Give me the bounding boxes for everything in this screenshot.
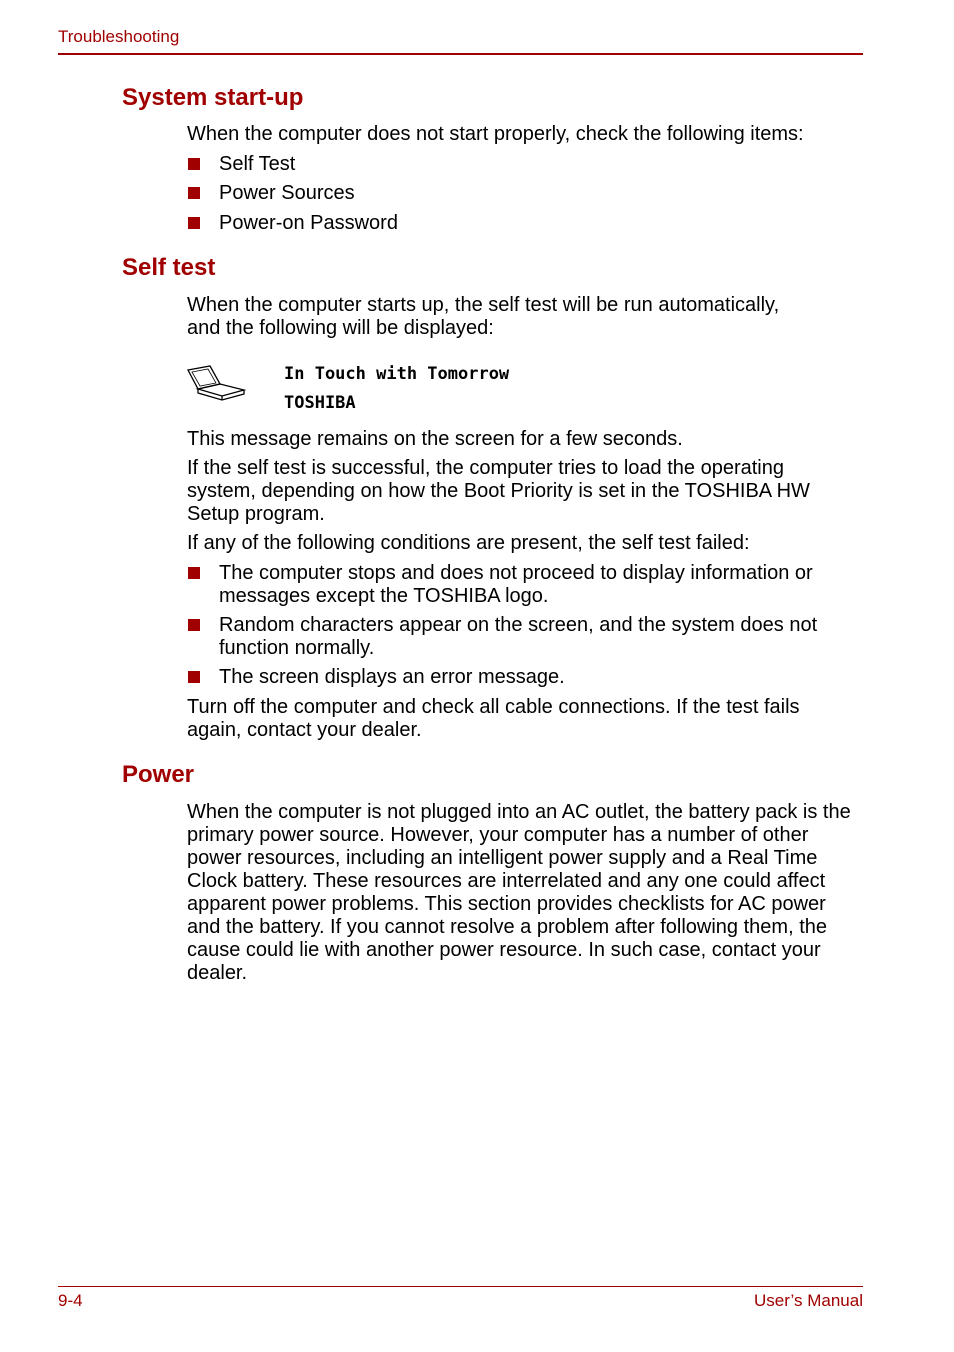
bullet-square-icon: [188, 158, 200, 170]
page-number: 9-4: [58, 1291, 83, 1310]
list-item-text: The computer stops and does not proceed to display information or messages except the TOSHIBA logo.: [219, 562, 813, 607]
selftest-intro: When the computer starts up, the self test will be run automatically, and the following will be displayed:: [187, 294, 780, 339]
list-item-text: Power Sources: [219, 182, 355, 204]
selftest-success: If the self test is successful, the computer tries to load the operating system, depending on how the Boot Priority is set in the TOSHIBA HW Setup program.: [187, 457, 810, 525]
heading-system-startup: System start-up: [122, 84, 304, 111]
bullet-square-icon: [188, 567, 200, 579]
selftest-conditions: If any of the following conditions are present, the self test failed:: [187, 532, 750, 554]
heading-power: Power: [122, 761, 195, 788]
running-header: Troubleshooting: [58, 27, 180, 46]
list-item-text: Random characters appear on the screen, and the system does not function normally.: [219, 614, 818, 659]
header-rule: [58, 53, 863, 55]
bullet-square-icon: [188, 619, 200, 631]
laptop-icon: [186, 362, 246, 404]
boot-message-line-1: In Touch with Tomorrow: [284, 364, 510, 384]
bullet-square-icon: [188, 671, 200, 683]
manual-title: User’s Manual: [754, 1291, 863, 1310]
startup-intro: When the computer does not start properly, check the following items:: [187, 123, 804, 145]
footer-rule: [58, 1286, 863, 1287]
list-item-text: Self Test: [219, 153, 296, 175]
selftest-turnoff: Turn off the computer and check all cable connections. If the test fails again, contact your dealer.: [187, 696, 800, 741]
bullet-square-icon: [188, 187, 200, 199]
power-body: When the computer is not plugged into an AC outlet, the battery pack is the primary power source. However, your computer has a number of other power resources, including an intelligent power supply and a Real Time Clock battery. These resources are interrelated and any one could affect apparent power problems. This section provides checklists for AC power and the battery. If you cannot resolve a problem after following them, the cause could lie with another power resource. In such case, contact your dealer.: [187, 801, 851, 984]
list-item-text: Power-on Password: [219, 212, 398, 234]
boot-message-line-2: TOSHIBA: [284, 393, 356, 413]
selftest-remains: This message remains on the screen for a few seconds.: [187, 428, 683, 450]
heading-self-test: Self test: [122, 254, 216, 281]
list-item-text: The screen displays an error message.: [219, 666, 565, 688]
bullet-square-icon: [188, 217, 200, 229]
